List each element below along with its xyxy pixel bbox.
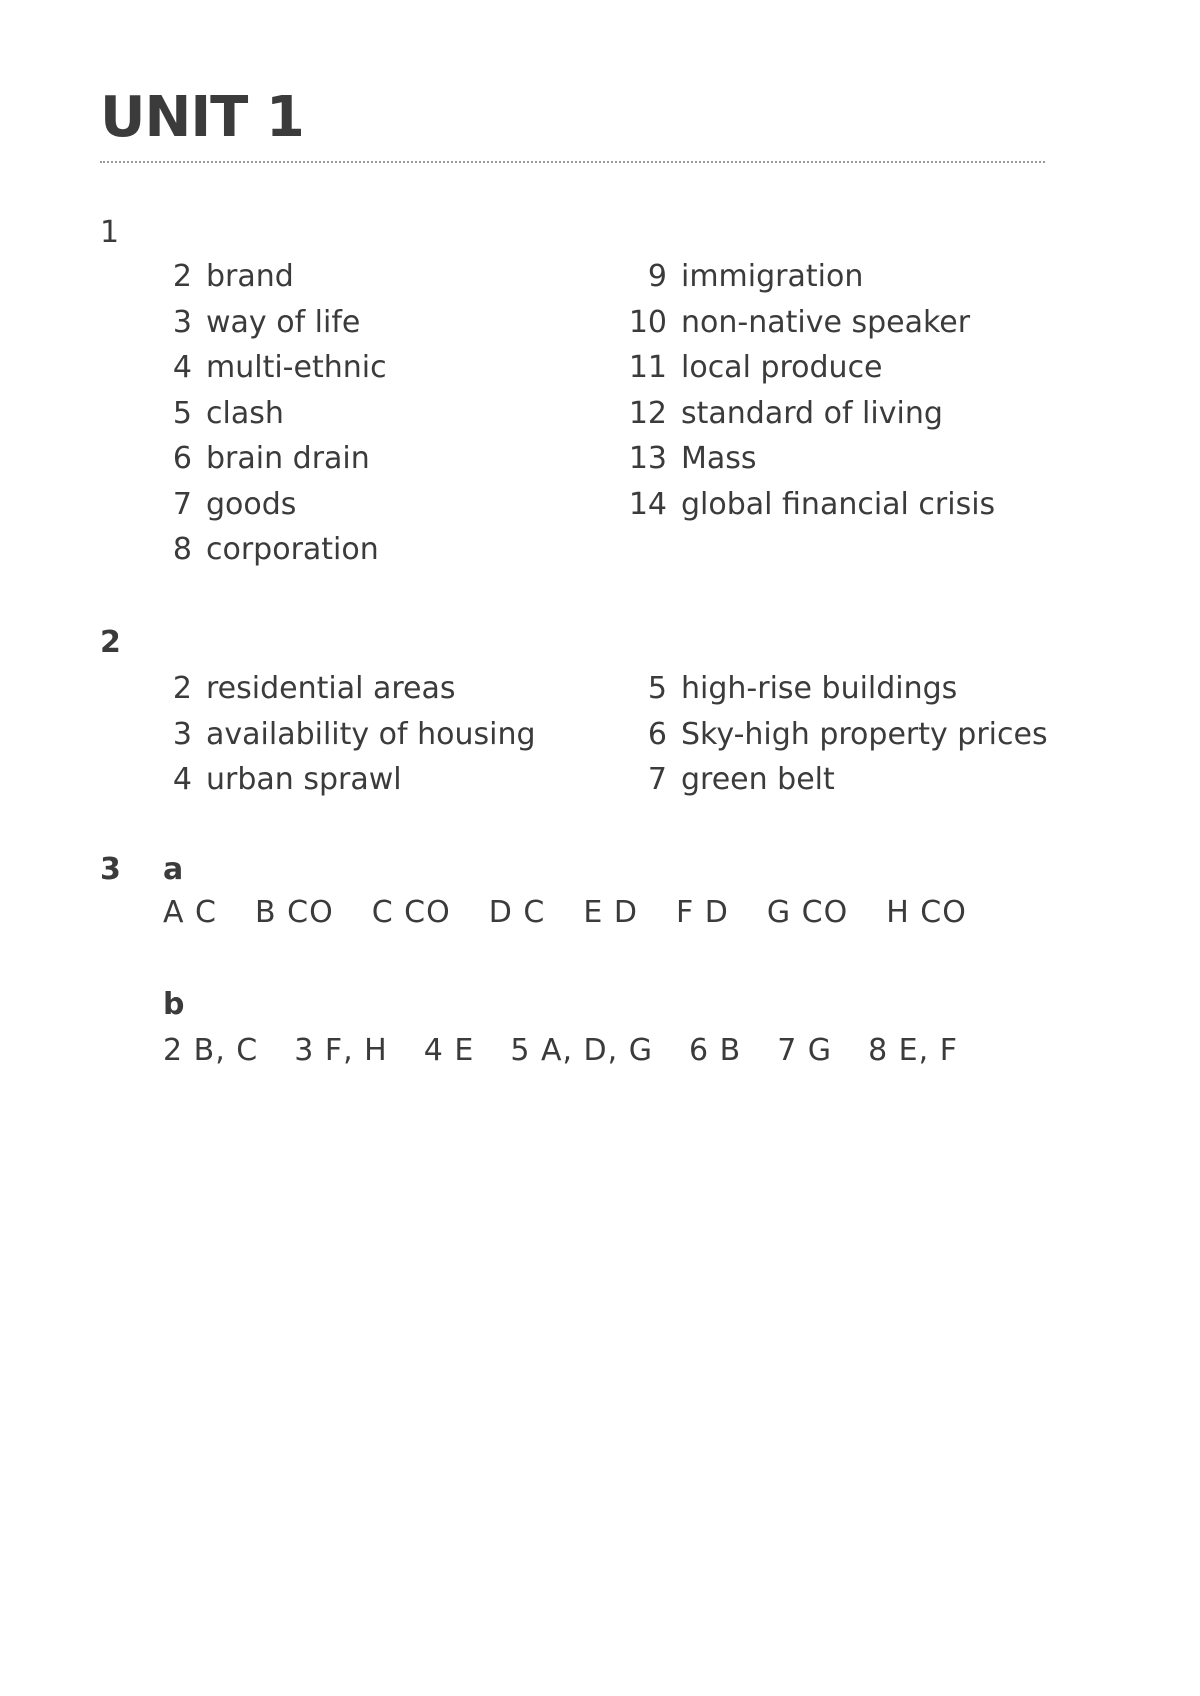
section-2-left-list — [160, 666, 536, 803]
item-number: 2 — [172, 671, 192, 706]
item-number: 4 — [172, 350, 192, 385]
section-2-number: 2 — [100, 625, 121, 660]
item-number: 7 — [647, 762, 667, 797]
item-text: availability of housing — [206, 716, 536, 752]
list-item — [160, 436, 387, 482]
item-text: urban sprawl — [206, 762, 402, 797]
item-text: corporation — [206, 532, 379, 567]
answer-item: 2 B, C — [163, 1033, 259, 1068]
item-number: 2 — [172, 259, 192, 294]
answer-item: 5 A, D, G — [510, 1033, 653, 1068]
answer-item: 4 E — [423, 1033, 475, 1068]
item-text: high-rise buildings — [681, 671, 958, 706]
section-3a-answers — [163, 895, 1005, 930]
list-item — [160, 254, 387, 300]
item-text: Sky-high property prices — [681, 716, 1048, 752]
item-number: 10 — [628, 304, 667, 340]
title-divider — [100, 161, 1045, 163]
answer-item: A C — [163, 895, 218, 930]
section-1-right-list — [617, 254, 995, 527]
list-item — [617, 757, 1048, 803]
answer-item: E D — [583, 895, 638, 930]
section-1-number: 1 — [100, 215, 120, 250]
answer-item: 3 F, H — [294, 1033, 388, 1068]
item-number: 3 — [172, 716, 192, 752]
answer-item: D C — [488, 895, 546, 930]
list-item — [160, 345, 387, 391]
item-text: multi-ethnic — [206, 350, 387, 385]
unit-title: UNIT 1 — [100, 85, 304, 150]
section-3a-label: a — [163, 852, 184, 887]
list-item — [160, 712, 536, 758]
list-item — [617, 300, 995, 346]
answer-item: 7 G — [777, 1033, 833, 1068]
list-item — [617, 436, 995, 482]
answer-item: 8 E, F — [868, 1033, 958, 1068]
section-2-right-list — [617, 666, 1048, 803]
item-text: brain drain — [206, 441, 370, 476]
item-number: 4 — [172, 762, 192, 797]
item-number: 9 — [647, 259, 667, 294]
item-number: 12 — [628, 395, 667, 431]
list-item — [617, 391, 995, 437]
answer-item: B CO — [255, 895, 334, 930]
list-item — [160, 482, 387, 528]
item-number: 14 — [628, 486, 667, 522]
item-number: 11 — [628, 350, 667, 385]
item-number: 5 — [172, 395, 192, 431]
answer-item: H CO — [886, 895, 967, 930]
item-text: green belt — [681, 762, 835, 797]
item-text: non-native speaker — [681, 304, 971, 340]
item-number: 13 — [628, 441, 667, 476]
item-number: 7 — [172, 486, 192, 522]
item-number: 5 — [647, 671, 667, 706]
list-item — [617, 254, 995, 300]
item-text: standard of living — [681, 395, 943, 431]
list-item — [160, 757, 536, 803]
section-3b-label: b — [163, 987, 185, 1022]
list-item — [617, 712, 1048, 758]
section-3-number: 3 — [100, 852, 121, 887]
item-number: 6 — [647, 716, 667, 752]
section-1-left-list — [160, 254, 387, 573]
item-number: 3 — [172, 304, 192, 340]
item-text: immigration — [681, 259, 864, 294]
item-text: global financial crisis — [681, 486, 996, 522]
answer-item: 6 B — [688, 1033, 742, 1068]
item-text: local produce — [681, 350, 883, 385]
item-text: goods — [206, 486, 297, 522]
item-text: way of life — [206, 304, 361, 340]
list-item — [160, 391, 387, 437]
item-text: clash — [206, 395, 284, 431]
item-text: residential areas — [206, 671, 456, 706]
list-item — [160, 300, 387, 346]
item-text: brand — [206, 259, 294, 294]
answer-item: G CO — [766, 895, 849, 930]
item-number: 6 — [172, 441, 192, 476]
list-item — [617, 345, 995, 391]
list-item — [160, 527, 387, 573]
item-text: Mass — [681, 441, 757, 476]
item-number: 8 — [172, 532, 192, 567]
list-item — [617, 482, 995, 528]
answer-item: C CO — [371, 895, 451, 930]
list-item — [617, 666, 1048, 712]
list-item — [160, 666, 536, 712]
section-3b-answers — [163, 1033, 994, 1068]
answer-item: F D — [675, 895, 729, 930]
